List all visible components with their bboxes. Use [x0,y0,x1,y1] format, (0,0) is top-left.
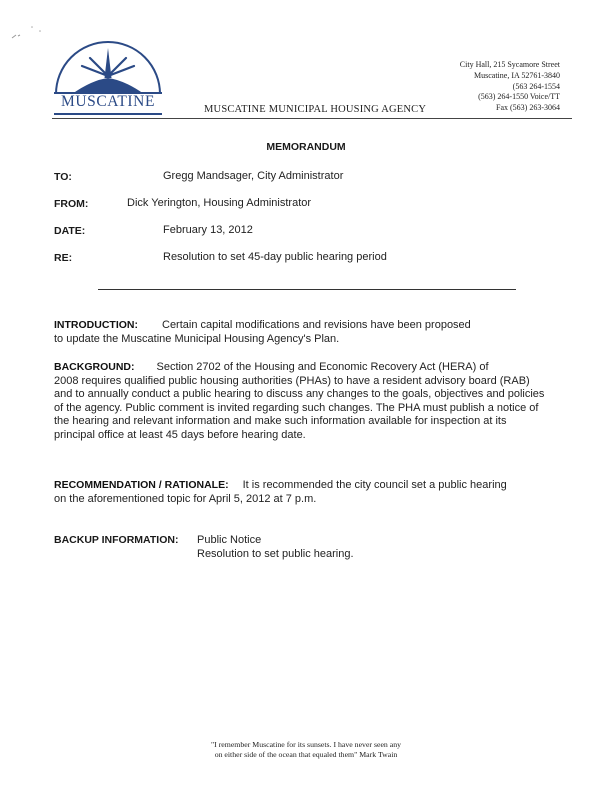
backup-item: Resolution to set public hearing. [197,547,354,560]
footer-quote [0,740,612,760]
address-line: (563) 264-1550 Voice/TT [478,92,560,102]
from-value: Dick Yerington, Housing Administrator [127,197,312,209]
recommendation-text-2: on the aforementioned topic for April 5, 2012 at 7 p.m. [54,492,317,505]
header-divider [98,289,516,290]
letterhead-divider [52,118,572,119]
re-value: Resolution to set 45-day public hearing period [163,251,387,263]
background-label: BACKGROUND: [54,361,135,373]
address-line: (563 264-1554 [512,81,560,91]
logo-wordmark: MUSCATINE [60,93,156,110]
backup-item: Public Notice [197,534,262,546]
agency-name: MUSCATINE MUNICIPAL HOUSING AGENCY [204,104,427,115]
recommendation-paragraph [54,479,548,506]
background-text-1: Section 2702 of the Housing and Economic Recovery Act (HERA) of [156,361,489,373]
background-paragraph [54,361,550,443]
recommendation-text: It is recommended the city council set a public hearing [242,479,507,491]
backup-label: BACKUP INFORMATION: [54,534,179,546]
agency-address [460,60,560,114]
from-label: FROM: [54,198,89,210]
address-line: Fax (563) 263-3064 [496,103,560,113]
recommendation-label: RECOMMENDATION / RATIONALE: [54,479,229,491]
to-label: TO: [54,171,72,183]
address-line: Muscatine, IA 52761-3840 [474,70,560,80]
quote-line: on either side of the ocean that equaled them" Mark Twain [214,750,398,759]
introduction-text: Certain capital modifications and revisions have been proposed [162,319,471,331]
re-label: RE: [54,252,73,264]
background-text: 2008 requires qualified public housing authorities (PHAs) to have a resident advisory board (RAB) and to annually conduct a public hearing to discuss any changes to the goals, objectives and policies of the agency. Public comment is invited regarding such changes. The PHA must publish a notice of the hearing and relevant information and make such information available for inspection at its principal office at least 45 days before hearing date. [54,374,545,441]
scan-marks [10,22,50,42]
to-value: Gregg Mandsager, City Administrator [163,170,344,182]
introduction-paragraph [54,319,548,346]
introduction-label: INTRODUCTION: [54,319,138,331]
memo-title: MEMORANDUM [266,141,346,153]
address-line: City Hall, 215 Sycamore Street [459,60,560,69]
quote-line: "I remember Muscatine for its sunsets. I have never seen any [210,740,402,749]
introduction-text-2: to update the Muscatine Municipal Housing Agency's Plan. [54,332,340,345]
date-value: February 13, 2012 [163,224,253,236]
date-label: DATE: [54,225,86,237]
backup-list [197,534,354,561]
